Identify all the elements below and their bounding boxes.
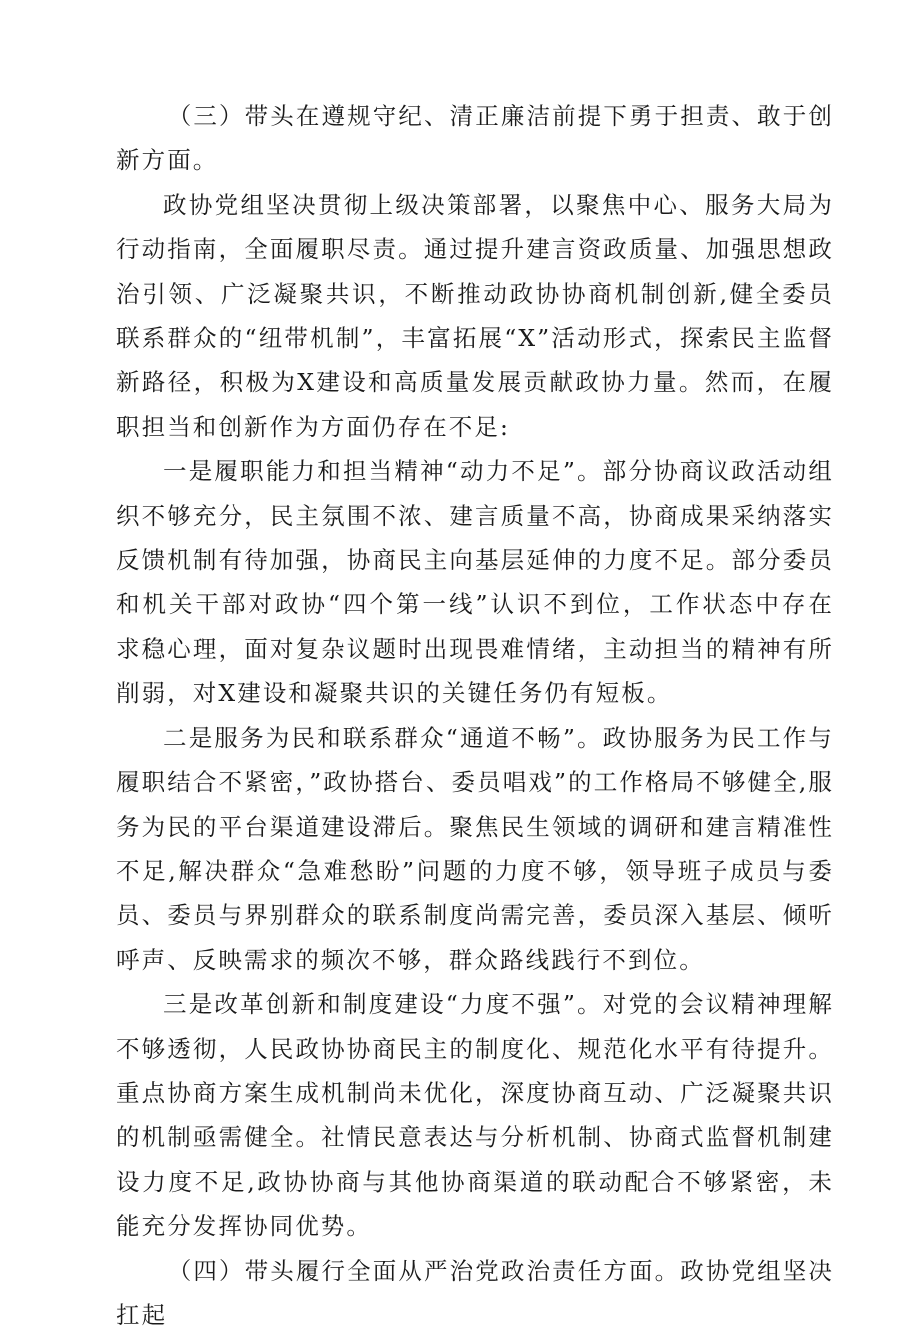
paragraph-point-two: 二是服务为民和联系群众“通道不畅”。政协服务为民工作与履职结合不紧密，”政协搭台、委员唱戏”的工作格局不够健全,服务为民的平台渠道建设滞后。聚焦民生领域的调研和建言精准性不足,解决群众“急难愁盼”问题的力度不够，领导班子成员与委员、委员与界别群众的联系制度尚需完善，委员深入基层、倾听呼声、反映需求的频次不够，群众路线践行不到位。 xyxy=(116,723,834,974)
paragraph-overview: 政协党组坚决贯彻上级决策部署，以聚焦中心、服务大局为行动指南，全面履职尽责。通过提升建言资政质量、加强思想政治引领、广泛凝聚共识，不断推动政协协商机制创新,健全委员联系群众的“纽带机制”，丰富拓展“X”活动形式，探索民主监督新路径，积极为X建设和高质量发展贡献政协力量。然而，在履职担当和创新作为方面仍存在不足: xyxy=(116,190,834,441)
section-heading-three: （三）带头在遵规守纪、清正廉洁前提下勇于担责、敢于创新方面。 xyxy=(116,102,834,175)
paragraph-point-three: 三是改革创新和制度建设“力度不强”。对党的会议精神理解不够透彻，人民政协协商民主的制度化、规范化水平有待提升。重点协商方案生成机制尚未优化，深度协商互动、广泛凝聚共识的机制亟需健全。社情民意表达与分析机制、协商式监督机制建设力度不足,政协协商与其他协商渠道的联动配合不够紧密，未能充分发挥协同优势。 xyxy=(116,990,834,1241)
paragraph-point-one: 一是履职能力和担当精神“动力不足”。部分协商议政活动组织不够充分，民主氛围不浓、建言质量不高，协商成果采纳落实反馈机制有待加强，协商民主向基层延伸的力度不足。部分委员和机关干部对政协“四个第一线”认识不到位，工作状态中存在求稳心理，面对复杂议题时出现畏难情绪，主动担当的精神有所削弱，对X建设和凝聚共识的关键任务仍有短板。 xyxy=(116,457,834,708)
section-heading-four: （四）带头履行全面从严治党政治责任方面。政协党组坚决扛起 xyxy=(116,1256,834,1329)
